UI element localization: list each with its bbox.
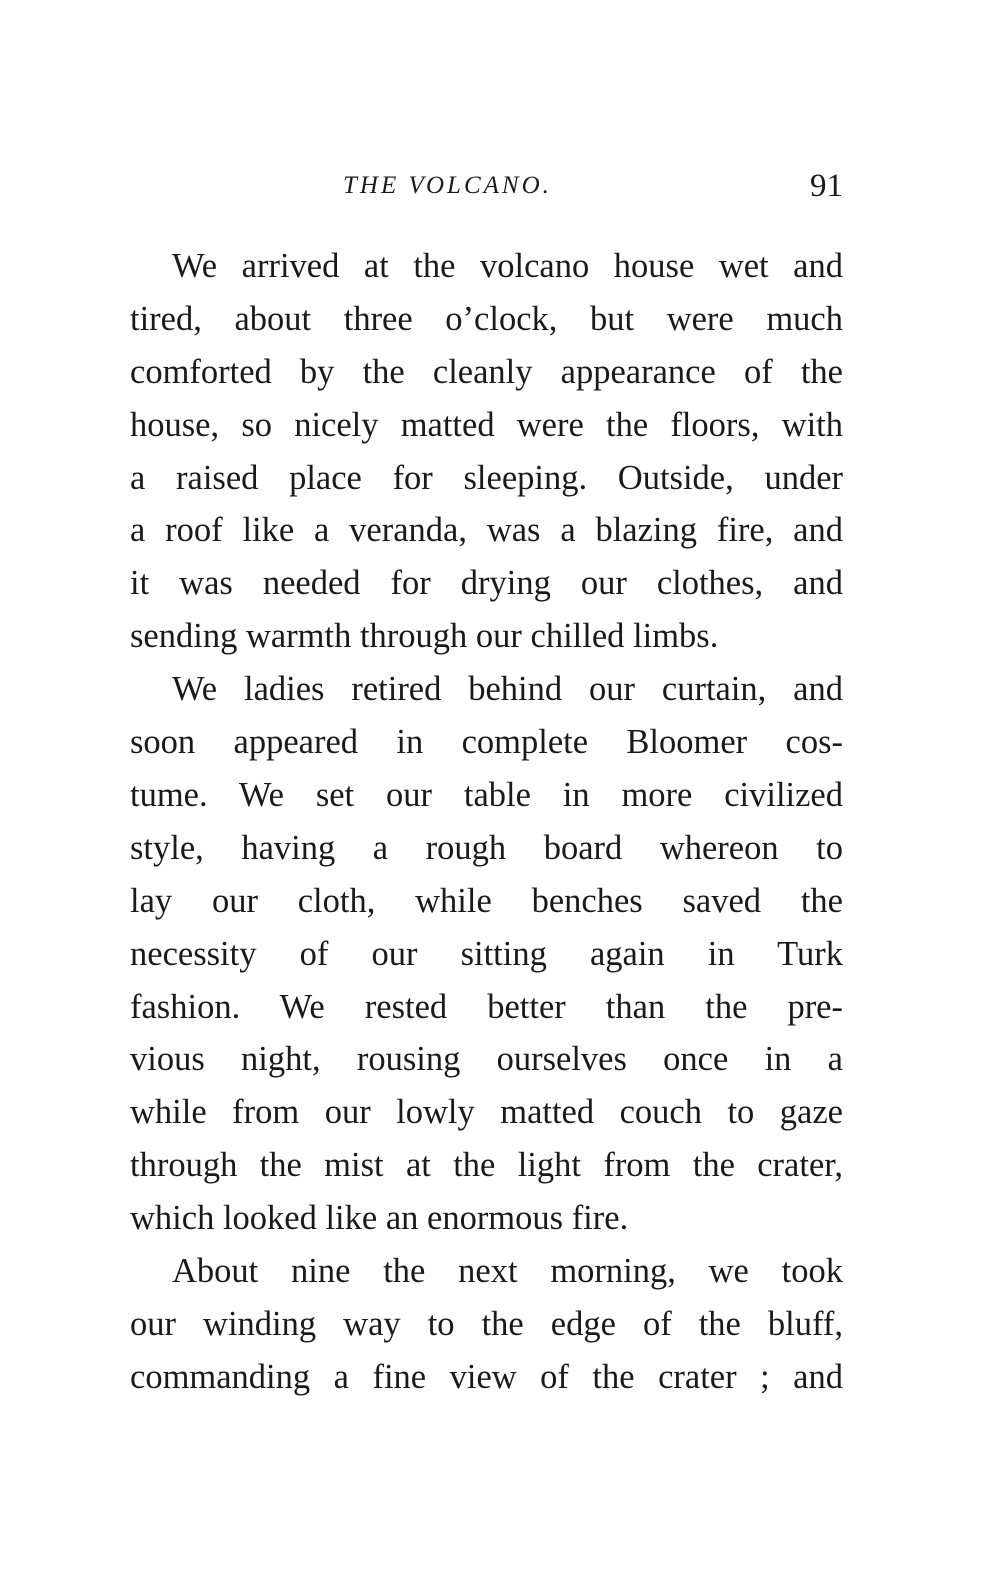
text-line: vious night, rousing ourselves once in a xyxy=(130,1040,843,1078)
text-line: our winding way to the edge of the bluff, xyxy=(130,1305,843,1343)
text-line: necessity of our sitting again in Turk xyxy=(130,935,843,973)
text-line: it was needed for drying our clothes, and xyxy=(130,564,843,602)
text-line: a raised place for sleeping. Outside, under xyxy=(130,459,843,497)
text-line: soon appeared in complete Bloomer cos- xyxy=(130,723,843,761)
text-line: through the mist at the light from the crater, xyxy=(130,1146,843,1184)
text-line: lay our cloth, while benches saved the xyxy=(130,882,843,920)
page-number: 91 xyxy=(810,168,843,204)
text-line: We arrived at the volcano house wet and xyxy=(172,247,843,285)
page-header xyxy=(130,168,843,208)
text-line: tume. We set our table in more civilized xyxy=(130,776,843,814)
text-line: style, having a rough board whereon to xyxy=(130,829,843,867)
text-line: which looked like an enormous fire. xyxy=(130,1199,629,1237)
text-line: while from our lowly matted couch to gaze xyxy=(130,1093,843,1131)
text-line: a roof like a veranda, was a blazing fire, and xyxy=(130,511,843,549)
text-line: sending warmth through our chilled limbs. xyxy=(130,617,719,655)
text-line: We ladies retired behind our curtain, and xyxy=(172,670,843,708)
text-line: commanding a fine view of the crater ; and xyxy=(130,1358,843,1396)
text-line: tired, about three o’clock, but were much xyxy=(130,300,843,338)
text-line: About nine the next morning, we took xyxy=(172,1252,843,1290)
text-line: house, so nicely matted were the floors, with xyxy=(130,406,843,444)
running-title: THE VOLCANO. xyxy=(343,172,552,199)
text-line: comforted by the cleanly appearance of the xyxy=(130,353,843,391)
text-line: fashion. We rested better than the pre- xyxy=(130,988,843,1026)
